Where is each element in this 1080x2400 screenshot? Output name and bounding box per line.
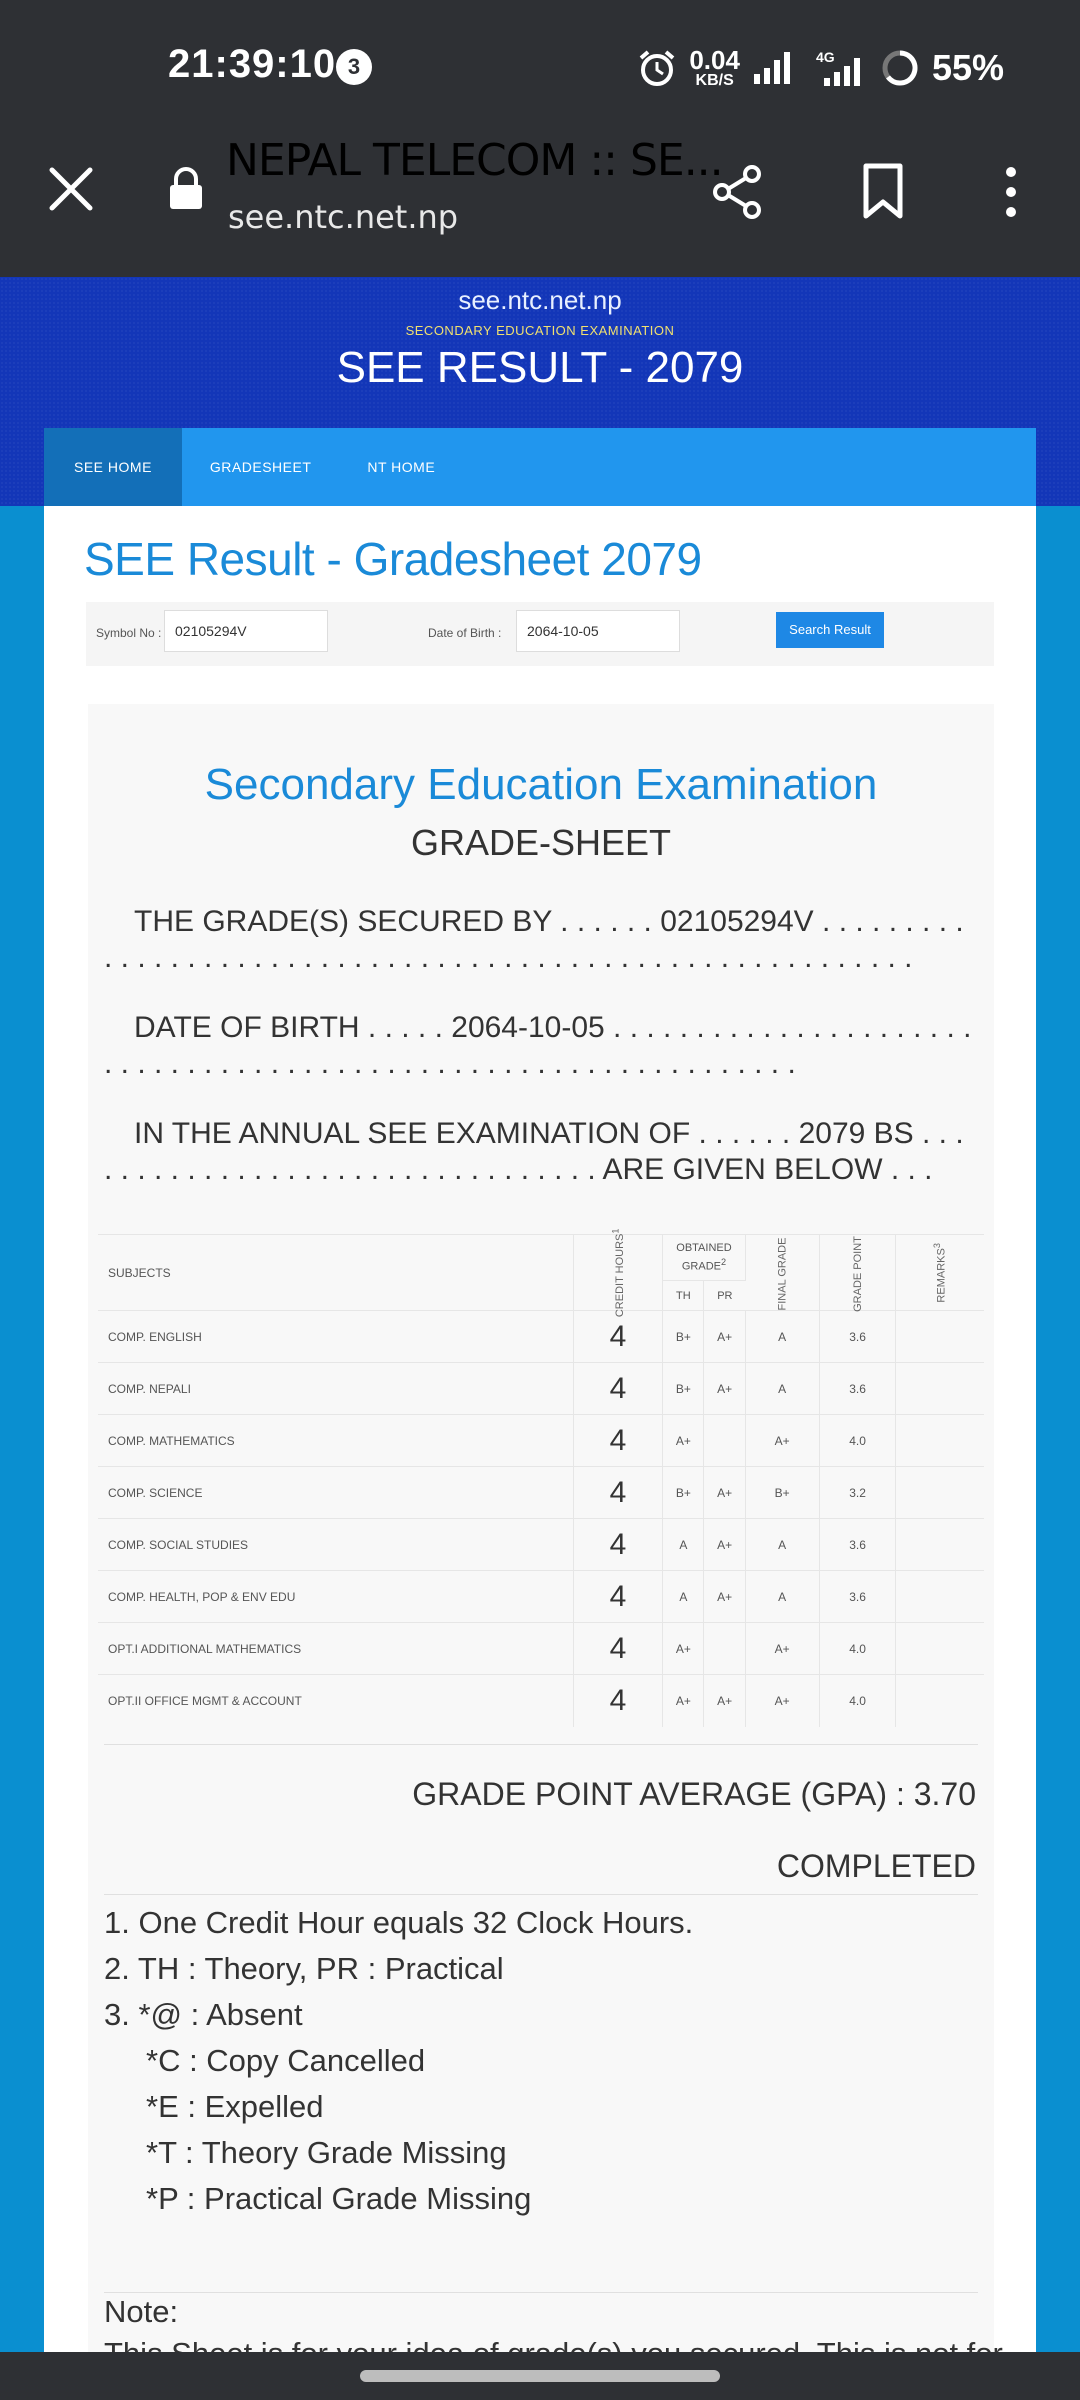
table-row xyxy=(98,1623,984,1675)
credit-hours-cell: 4 xyxy=(573,1571,663,1623)
theory-grade-cell: A+ xyxy=(663,1675,704,1727)
home-gesture-handle[interactable] xyxy=(360,2370,720,2382)
subject-cell: OPT.II OFFICE MGMT & ACCOUNT xyxy=(98,1675,573,1727)
dob-input[interactable]: 2064-10-05 xyxy=(516,610,680,652)
practical-grade-cell: A+ xyxy=(704,1363,745,1415)
header-credit-hours-superscript: 1 xyxy=(610,1228,621,1234)
subject-cell: COMP. ENGLISH xyxy=(98,1311,573,1363)
remarks-cell xyxy=(896,1467,984,1519)
header-obtained-grade xyxy=(663,1235,745,1281)
grade-point-cell: 3.6 xyxy=(819,1519,896,1571)
subject-cell: OPT.I ADDITIONAL MATHEMATICS xyxy=(98,1623,573,1675)
credit-hours-cell: 4 xyxy=(573,1363,663,1415)
divider xyxy=(104,1744,978,1745)
network-speed-unit: KB/S xyxy=(695,72,734,89)
table-row xyxy=(98,1415,984,1467)
site-nav xyxy=(44,428,1036,506)
notes-list xyxy=(104,1900,980,2222)
table-row xyxy=(98,1675,984,1727)
practical-grade-cell: A+ xyxy=(704,1675,745,1727)
theory-grade-cell: B+ xyxy=(663,1311,704,1363)
page-title: SEE Result - Gradesheet 2079 xyxy=(84,533,702,585)
nav-gradesheet[interactable]: GRADESHEET xyxy=(209,459,312,475)
divider xyxy=(104,1894,978,1895)
site-subtitle: SECONDARY EDUCATION EXAMINATION xyxy=(405,323,675,338)
subject-cell: COMP. HEALTH, POP & ENV EDU xyxy=(98,1571,573,1623)
theory-grade-cell: A+ xyxy=(663,1623,704,1675)
final-grade-cell: A xyxy=(745,1519,819,1571)
subject-cell: COMP. MATHEMATICS xyxy=(98,1415,573,1467)
grade-point-cell: 3.2 xyxy=(819,1467,896,1519)
remarks-cell xyxy=(896,1623,984,1675)
credit-hours-cell: 4 xyxy=(573,1467,663,1519)
final-grade-cell: A xyxy=(745,1311,819,1363)
credit-hours-cell: 4 xyxy=(573,1415,663,1467)
header-grade-point-label: GRADE POINT xyxy=(851,1235,864,1312)
network-speed xyxy=(689,47,740,89)
header-credit-hours xyxy=(573,1228,663,1317)
practical-grade-cell: A+ xyxy=(704,1311,745,1363)
sheet-subtitle: GRADE-SHEET xyxy=(410,822,672,863)
remarks-cell xyxy=(896,1363,984,1415)
practical-grade-cell: A+ xyxy=(704,1571,745,1623)
theory-grade-cell: B+ xyxy=(663,1467,704,1519)
notification-count-badge: 3 xyxy=(336,49,372,85)
note-item: *T : Theory Grade Missing xyxy=(146,2135,507,2170)
table-row xyxy=(98,1571,984,1623)
status-icons xyxy=(637,40,1004,96)
signal-4g-icon xyxy=(808,48,868,88)
practical-grade-cell xyxy=(704,1415,745,1467)
theory-grade-cell: A xyxy=(663,1519,704,1571)
divider xyxy=(104,2292,978,2293)
note-item: *P : Practical Grade Missing xyxy=(146,2181,532,2216)
grade-point-cell: 3.6 xyxy=(819,1571,896,1623)
header-credit-hours-label: CREDIT HOURS xyxy=(613,1233,626,1317)
battery-percentage: 55% xyxy=(931,47,1004,88)
header-final-grade xyxy=(745,1235,819,1311)
header-obtained-grade-label: OBTAINED GRADE xyxy=(676,1242,732,1273)
dob-label: Date of Birth : xyxy=(428,626,502,640)
header-final-grade-label: FINAL GRADE xyxy=(776,1237,789,1310)
header-obtained-grade-superscript: 2 xyxy=(721,1257,727,1268)
close-icon[interactable] xyxy=(46,164,96,214)
note-item: 1. One Credit Hour equals 32 Clock Hours. xyxy=(104,1905,694,1940)
gpa-text: GRADE POINT AVERAGE (GPA) : 3.70 xyxy=(412,1776,976,1812)
final-grade-cell: B+ xyxy=(745,1467,819,1519)
sheet-title: Secondary Education Examination xyxy=(204,760,878,809)
theory-grade-cell: A+ xyxy=(663,1415,704,1467)
more-options-icon[interactable] xyxy=(996,162,1026,222)
examination-line: IN THE ANNUAL SEE EXAMINATION OF . . . . . . 2079 BS . . . . . . . . . . . . . . . . . . . . . . . . . . . . . . . . . ARE GIVEN BELOW . . . xyxy=(104,1117,964,1186)
grade-point-cell: 4.0 xyxy=(819,1623,896,1675)
practical-grade-cell xyxy=(704,1623,745,1675)
header-subjects: SUBJECTS xyxy=(98,1235,573,1311)
search-result-button[interactable]: Search Result xyxy=(776,612,884,648)
header-remarks xyxy=(896,1235,984,1311)
browser-url[interactable]: see.ntc.net.np xyxy=(228,198,459,236)
theory-grade-cell: B+ xyxy=(663,1363,704,1415)
remarks-cell xyxy=(896,1571,984,1623)
table-row xyxy=(98,1519,984,1571)
note-item: *C : Copy Cancelled xyxy=(146,2043,426,2078)
status-time: 21:39:10 xyxy=(168,42,337,86)
header-remarks-superscript: 3 xyxy=(932,1242,943,1248)
final-grade-cell: A+ xyxy=(745,1675,819,1727)
table-row xyxy=(98,1467,984,1519)
final-grade-cell: A+ xyxy=(745,1623,819,1675)
table-row xyxy=(98,1363,984,1415)
theory-grade-cell: A xyxy=(663,1571,704,1623)
final-grade-cell: A+ xyxy=(745,1415,819,1467)
subject-cell: COMP. SOCIAL STUDIES xyxy=(98,1519,573,1571)
signal-icon xyxy=(752,50,796,86)
remarks-cell xyxy=(896,1311,984,1363)
credit-hours-cell: 4 xyxy=(573,1311,663,1363)
note-item: *E : Expelled xyxy=(146,2089,324,2124)
grades-table xyxy=(98,1228,984,1727)
grade-sheet xyxy=(88,704,994,2356)
site-title: SEE RESULT - 2079 xyxy=(336,343,744,392)
header-pr: PR xyxy=(704,1281,745,1311)
secured-by-line: THE GRADE(S) SECURED BY . . . . . . 02105294V . . . . . . . . . . . . . . . . . . . . . . . . . . . . . . . . . . . . . . . . . . . . . . . . . . . . . . . . . . xyxy=(104,905,964,974)
lock-icon[interactable] xyxy=(168,167,204,211)
subject-cell: COMP. SCIENCE xyxy=(98,1467,573,1519)
header-th: TH xyxy=(663,1281,704,1311)
remarks-cell xyxy=(896,1519,984,1571)
nav-nt-home[interactable]: NT HOME xyxy=(367,459,436,475)
share-icon[interactable] xyxy=(708,162,768,222)
content-card xyxy=(44,506,1036,2356)
site-domain: see.ntc.net.np xyxy=(458,285,622,315)
symbol-no-input[interactable]: 02105294V xyxy=(164,610,328,652)
credit-hours-cell: 4 xyxy=(573,1675,663,1727)
subject-cell: COMP. NEPALI xyxy=(98,1363,573,1415)
header-remarks-label: REMARKS xyxy=(936,1247,949,1303)
remarks-cell xyxy=(896,1675,984,1727)
table-row xyxy=(98,1311,984,1363)
grade-point-cell: 3.6 xyxy=(819,1363,896,1415)
search-form xyxy=(86,602,994,666)
nav-see-home[interactable]: SEE HOME xyxy=(44,428,182,506)
grades-table-body xyxy=(98,1311,984,1727)
bookmark-icon[interactable] xyxy=(860,162,906,222)
grade-point-cell: 4.0 xyxy=(819,1675,896,1727)
alarm-icon xyxy=(637,48,677,88)
remarks-cell xyxy=(896,1415,984,1467)
note-item: 2. TH : Theory, PR : Practical xyxy=(104,1951,504,1986)
network-speed-value: 0.04 xyxy=(689,45,740,75)
practical-grade-cell: A+ xyxy=(704,1467,745,1519)
symbol-no-label: Symbol No : xyxy=(96,626,162,640)
grade-point-cell: 4.0 xyxy=(819,1415,896,1467)
status-bar xyxy=(0,0,1080,135)
credit-hours-cell: 4 xyxy=(573,1623,663,1675)
result-status: COMPLETED xyxy=(776,1848,976,1884)
grade-point-cell: 3.6 xyxy=(819,1311,896,1363)
browser-page-title[interactable]: NEPAL TELECOM :: SE... xyxy=(226,135,723,186)
header-grade-point xyxy=(819,1235,896,1311)
note-item: 3. *@ : Absent xyxy=(104,1997,303,2032)
final-grade-cell: A xyxy=(745,1363,819,1415)
credit-hours-cell: 4 xyxy=(573,1519,663,1571)
battery-icon xyxy=(880,48,920,88)
note-title: Note: xyxy=(104,2294,179,2329)
date-of-birth-line: DATE OF BIRTH . . . . . 2064-10-05 . . . . . . . . . . . . . . . . . . . . . . . . . . . . . . . . . . . . . . . . . . . . . . . . . . . . . . . . . . . . . . . . xyxy=(104,1011,972,1080)
final-grade-cell: A xyxy=(745,1571,819,1623)
practical-grade-cell: A+ xyxy=(704,1519,745,1571)
network-type-label: 4G xyxy=(815,49,835,65)
